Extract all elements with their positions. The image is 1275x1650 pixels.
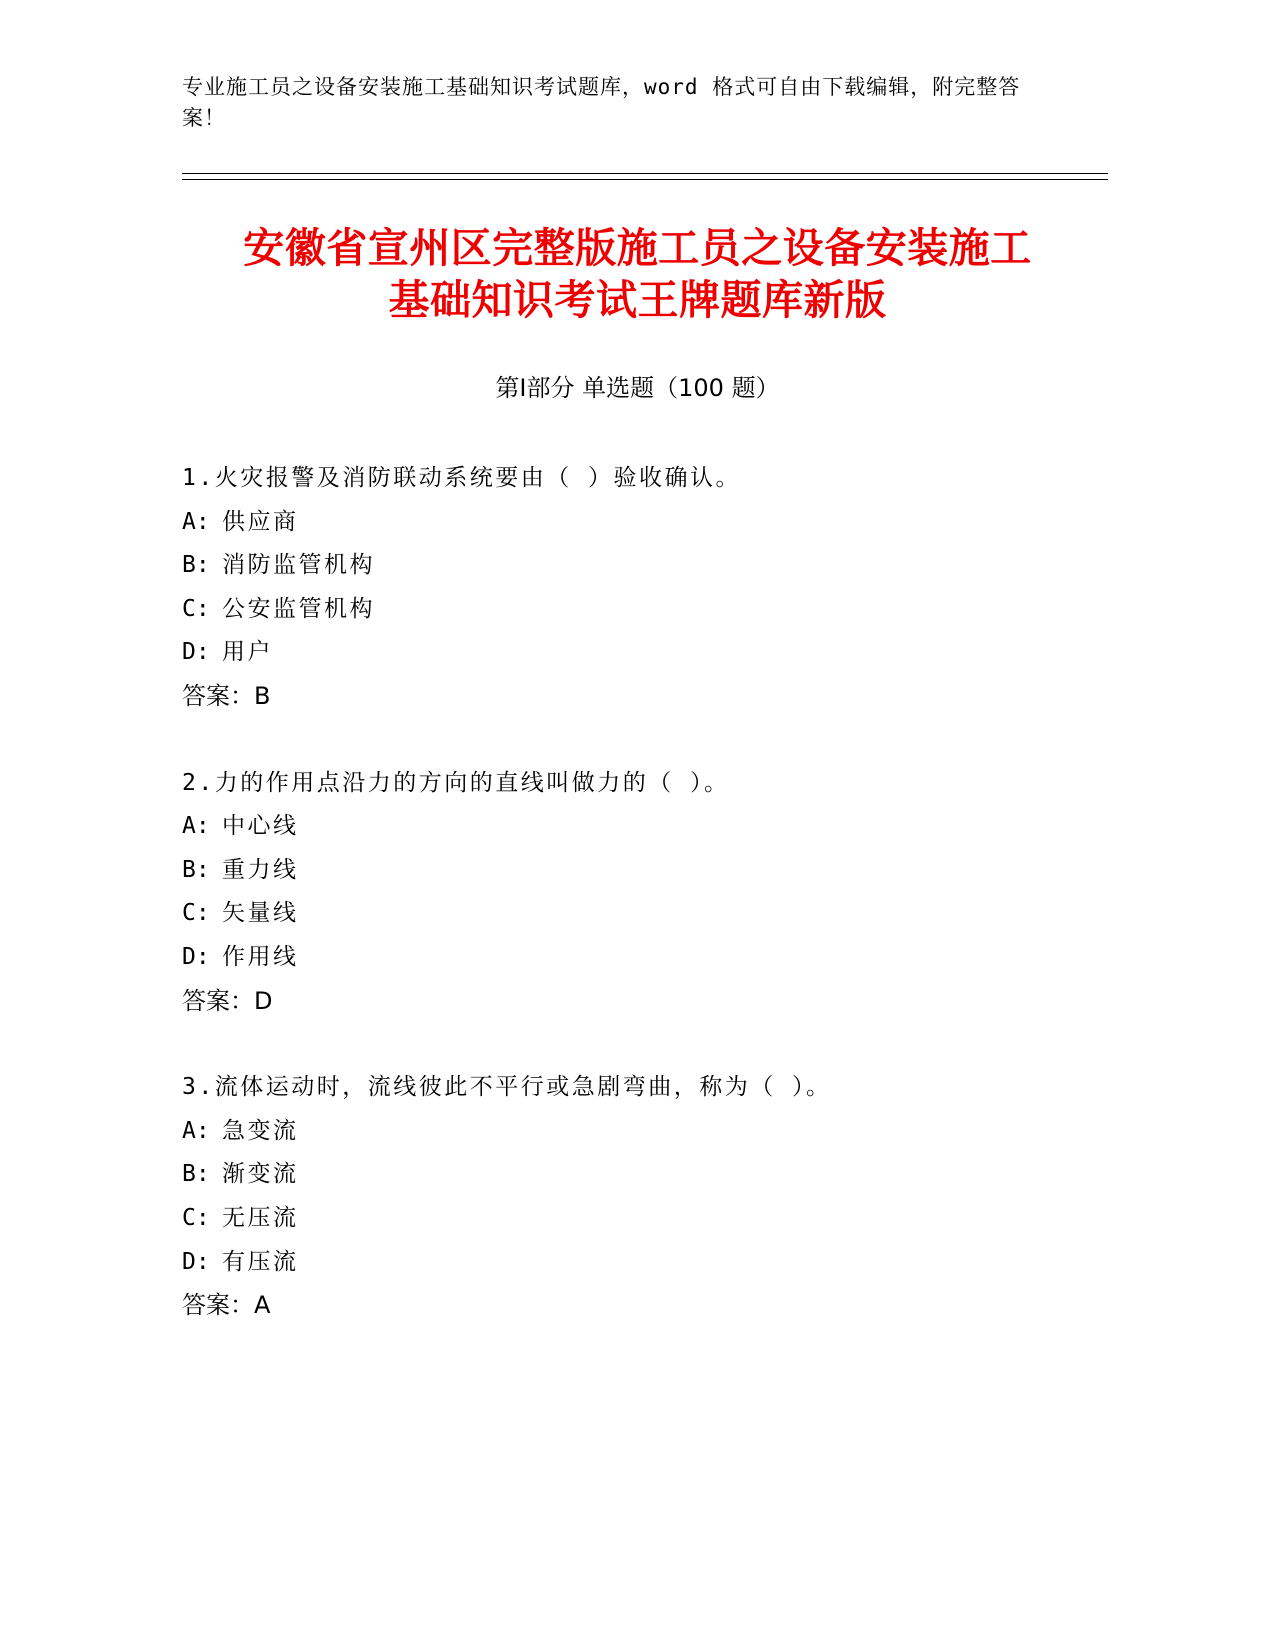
option-letter: B:	[182, 1161, 210, 1188]
option-c	[182, 1197, 1082, 1241]
option-text: 急变流	[222, 1117, 299, 1144]
answer-line: 答案：A	[182, 1291, 271, 1320]
option-a	[182, 805, 1082, 849]
question-2	[182, 762, 1082, 1024]
option-letter: C:	[182, 900, 210, 927]
question-1	[182, 457, 1082, 719]
option-b	[182, 849, 1082, 893]
question-stem: 1.火灾报警及消防联动系统要由（ ）验收确认。	[182, 465, 742, 491]
option-d	[182, 631, 1082, 675]
option-letter: A:	[182, 1117, 210, 1144]
option-letter: A:	[182, 813, 210, 840]
option-c	[182, 588, 1082, 632]
option-letter: D:	[182, 943, 210, 970]
header-note: 专业施工员之设备安装施工基础知识考试题库，word 格式可自由下载编辑，附完整答案！	[182, 75, 1021, 130]
option-d	[182, 1241, 1082, 1285]
option-text: 重力线	[222, 856, 299, 883]
option-text: 消防监管机构	[222, 552, 375, 579]
header-divider-top	[182, 173, 1108, 174]
question-3	[182, 1066, 1082, 1328]
option-a	[182, 1110, 1082, 1154]
option-text: 中心线	[222, 813, 299, 840]
title-line-1: 安徽省宣州区完整版施工员之设备安装施工	[243, 224, 1032, 272]
option-letter: C:	[182, 1204, 210, 1231]
option-c	[182, 892, 1082, 936]
option-letter: D:	[182, 639, 210, 666]
question-stem: 2.力的作用点沿力的方向的直线叫做力的（ ）。	[182, 769, 730, 796]
option-letter: B:	[182, 856, 210, 883]
option-text: 公安监管机构	[222, 595, 375, 622]
option-letter: A:	[182, 508, 210, 535]
option-letter: C:	[182, 595, 210, 622]
option-letter: D:	[182, 1248, 210, 1275]
option-b	[182, 1153, 1082, 1197]
option-d	[182, 936, 1082, 980]
document-title	[150, 222, 1125, 326]
option-text: 渐变流	[222, 1161, 299, 1188]
option-text: 作用线	[222, 943, 299, 970]
option-a	[182, 501, 1082, 545]
section-title: 第Ⅰ部分 单选题（100 题）	[495, 374, 780, 402]
question-list	[182, 457, 1082, 1371]
option-text: 无压流	[222, 1204, 299, 1231]
answer-line: 答案：D	[182, 986, 273, 1015]
option-text: 有压流	[222, 1248, 299, 1275]
option-letter: B:	[182, 552, 210, 579]
option-text: 用户	[222, 639, 273, 666]
title-line-2: 基础知识考试王牌题库新版	[388, 276, 887, 324]
question-stem: 3.流体运动时，流线彼此不平行或急剧弯曲，称为（ ）。	[182, 1074, 832, 1101]
header-divider-bottom	[182, 179, 1108, 180]
answer-line: 答案：B	[182, 681, 271, 710]
option-text: 供应商	[222, 508, 299, 535]
option-text: 矢量线	[222, 900, 299, 927]
option-b	[182, 544, 1082, 588]
